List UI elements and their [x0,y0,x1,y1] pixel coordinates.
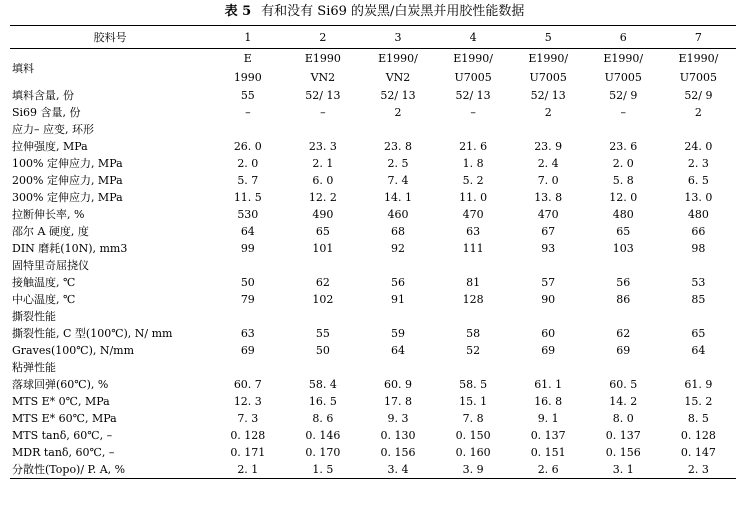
table-row [10,444,736,461]
cell-line: VN2 [310,71,336,84]
table-cell: 0. 146 [305,429,341,442]
table-cell: 1. 5 [285,461,360,479]
table-cell: 52/ 13 [380,89,416,102]
table-cell: 11. 0 [459,191,488,204]
table-cell: 103 [612,242,634,255]
table-cell [285,49,360,88]
data-table [10,25,736,479]
table-row [10,49,736,88]
table-cell [661,257,736,274]
table-cell [661,121,736,138]
table-row [10,138,736,155]
table-row [10,461,736,479]
column-header-6: 6 [586,26,661,49]
table-cell [436,308,511,325]
row-label: 应力– 应变, 环形 [12,123,94,136]
table-cell: 86 [616,293,631,306]
table-cell: 2. 1 [312,157,334,170]
table-cell [360,308,435,325]
table-cell: 0. 137 [530,429,566,442]
cell-line: E1990/ [603,52,644,65]
row-label: 粘弹性能 [12,361,56,374]
cell-line: VN2 [385,71,411,84]
table-cell: 12. 0 [609,191,638,204]
table-cell: 16. 5 [308,395,337,408]
table-cell: 60. 5 [609,378,638,391]
table-cell: 9. 1 [537,412,559,425]
table-cell [511,257,586,274]
table-cell: 13. 8 [534,191,563,204]
table-header-row [10,26,736,49]
table-cell: – [620,106,627,119]
row-label: 接触温度, ℃ [12,276,76,289]
table-cell [360,257,435,274]
table-cell: 92 [391,242,405,255]
table-cell: 62 [616,327,631,340]
table-row [10,325,736,342]
table-cell [436,49,511,88]
table-cell: 5. 7 [237,174,259,187]
row-label: DIN 磨耗(10N), mm3 [12,242,128,255]
row-label: 邵尔 A 硬度, 度 [12,225,89,238]
table-cell: 93 [541,242,556,255]
table-cell: 69 [541,344,556,357]
table-cell: 480 [612,208,634,221]
column-header-2: 2 [285,26,360,49]
column-header-5: 5 [511,26,586,49]
table-cell [285,121,360,138]
table-cell: 67 [541,225,556,238]
table-cell [285,257,360,274]
table-cell: 490 [312,208,334,221]
table-cell: 60. 7 [233,378,262,391]
row-label: Si69 含量, 份 [12,106,81,119]
row-label: 填料含量, 份 [12,89,74,102]
table-cell: 2. 1 [210,461,285,479]
table-cell: 69 [616,344,631,357]
table-cell: 50 [240,276,255,289]
cell-line: E1990 [304,52,341,65]
table-title: 有和没有 Si69 的炭黑/白炭黑并用胶性能数据 [261,4,525,19]
table-row [10,410,736,427]
table-cell [586,359,661,376]
row-label: Graves(100℃), N/mm [12,344,135,357]
table-row [10,427,736,444]
table-cell: 2 [394,106,402,119]
table-cell [210,257,285,274]
row-label: MTS E* 0℃, MPa [12,395,110,408]
table-cell: 0. 156 [605,446,641,459]
table-cell: 68 [391,225,405,238]
table-cell [511,49,586,88]
cell-line: U7005 [529,71,567,84]
cell-line: 1990 [233,71,262,84]
table-cell: 480 [687,208,709,221]
cell-line: U7005 [679,71,718,84]
table-cell: 52 [466,344,481,357]
table-row [10,274,736,291]
table-cell: 64 [691,344,706,357]
table-cell: 2. 3 [661,461,736,479]
table-cell: 2. 3 [687,157,709,170]
table-cell: 52/ 13 [530,89,566,102]
table-cell: 58 [466,327,481,340]
table-row [10,155,736,172]
table-cell: 23. 6 [609,140,638,153]
table-row [10,342,736,359]
table-cell: 2. 0 [612,157,634,170]
table-row [10,189,736,206]
row-label: 撕裂性能, C 型(100℃), N/ mm [12,327,173,340]
table-cell: 15. 1 [459,395,488,408]
table-row [10,376,736,393]
row-label: MTS tanδ, 60℃, – [12,429,113,442]
row-label: 拉伸强度, MPa [12,140,88,153]
table-row [10,172,736,189]
table-caption [0,4,749,20]
table-row [10,359,736,376]
column-header-7: 7 [661,26,736,49]
table-cell: 2 [694,106,702,119]
table-cell: 24. 0 [684,140,713,153]
table-cell: 55 [315,327,330,340]
row-label: 200% 定伸应力, MPa [12,174,123,187]
table-cell [586,49,661,88]
table-cell: 5. 2 [462,174,484,187]
table-cell [511,359,586,376]
table-cell: 0. 128 [680,429,716,442]
table-cell: 58. 5 [459,378,488,391]
table-cell [661,308,736,325]
table-cell: 23. 9 [534,140,563,153]
table-cell: 3. 9 [436,461,511,479]
table-cell: 50 [315,344,330,357]
table-cell: 5. 8 [612,174,634,187]
row-label: 拉断伸长率, % [12,208,85,221]
table-cell: 460 [387,208,409,221]
table-cell: 12. 2 [308,191,337,204]
table-cell [586,121,661,138]
table-cell: 8. 6 [312,412,334,425]
table-cell: 6. 5 [687,174,709,187]
table-cell: 3. 4 [360,461,435,479]
table-cell [210,308,285,325]
table-cell: 0. 151 [530,446,566,459]
table-cell: 62 [315,276,330,289]
table-cell: 0. 160 [455,446,491,459]
table-cell: 7. 8 [462,412,484,425]
row-label: 300% 定伸应力, MPa [12,191,123,204]
table-row [10,121,736,138]
row-label: 中心温度, ℃ [12,293,76,306]
table-cell [586,257,661,274]
table-cell: 55 [240,89,255,102]
table-cell: 52/ 9 [684,89,713,102]
table-cell: 6. 0 [312,174,334,187]
table-cell: 14. 2 [609,395,638,408]
table-cell: 65 [691,327,706,340]
table-cell: 470 [462,208,484,221]
row-label: 撕裂性能 [12,310,56,323]
column-header-3: 3 [360,26,435,49]
table-cell: 63 [240,327,255,340]
table-label: 表 5 [224,4,252,19]
table-cell: 53 [691,276,706,289]
table-cell [511,121,586,138]
table-cell: 85 [691,293,706,306]
table-cell: 61. 1 [534,378,563,391]
table-cell: 0. 137 [605,429,641,442]
table-row [10,291,736,308]
table-cell: – [245,106,251,119]
table-cell: 90 [541,293,556,306]
table-cell: 79 [240,293,255,306]
row-label: MTS E* 60℃, MPa [12,412,117,425]
table-cell: 0. 147 [680,446,716,459]
table-row [10,393,736,410]
table-cell: 65 [315,225,330,238]
table-cell: 13. 0 [684,191,713,204]
table-cell: 99 [240,242,255,255]
cell-line: E1990/ [678,52,719,65]
table-cell [210,359,285,376]
table-cell [360,359,435,376]
table-cell: 60 [541,327,556,340]
table-cell: 2 [544,106,552,119]
table-cell: 0. 171 [230,446,266,459]
table-cell: 65 [616,225,631,238]
table-cell: 7. 3 [237,412,259,425]
table-cell [285,359,360,376]
row-label: MDR tanδ, 60℃, – [12,446,115,459]
table-cell [436,359,511,376]
table-cell: 66 [691,225,706,238]
table-cell: 59 [391,327,405,340]
table-cell: 98 [691,242,706,255]
table-cell: 56 [616,276,631,289]
table-cell [360,49,435,88]
table-cell: 91 [391,293,405,306]
table-cell: – [320,106,326,119]
table-cell: 470 [537,208,559,221]
table-cell: 3. 1 [586,461,661,479]
cell-line: E1990/ [528,52,569,65]
row-label: 固特里奇屈挠仪 [12,259,89,272]
row-label: 填料 [12,61,34,75]
table-cell: 9. 3 [387,412,409,425]
column-header-4: 4 [436,26,511,49]
column-header-1: 1 [210,26,285,49]
table-cell [360,121,435,138]
table-cell: 23. 8 [384,140,412,153]
table-cell [436,121,511,138]
table-cell: 17. 8 [384,395,412,408]
table-cell [511,308,586,325]
table-row [10,308,736,325]
table-cell [586,308,661,325]
table-cell: 52/ 9 [609,89,638,102]
table-cell [210,121,285,138]
table-cell [436,257,511,274]
table-row [10,104,736,121]
table-cell: 1. 8 [462,157,484,170]
table-cell: 0. 150 [455,429,491,442]
table-cell: 56 [391,276,405,289]
table-cell: 21. 6 [459,140,488,153]
column-header-compound: 胶料号 [10,26,210,49]
cell-line: U7005 [454,71,492,84]
table-cell: 0. 130 [380,429,416,442]
table-cell: 101 [312,242,334,255]
table-cell [285,308,360,325]
table-cell: 0. 156 [380,446,416,459]
table-cell: 64 [240,225,255,238]
cell-line: E1990/ [378,52,418,65]
table-cell [210,49,285,88]
table-cell: 128 [462,293,484,306]
table-cell: 2. 4 [537,157,559,170]
table-cell: 14. 1 [384,191,412,204]
table-cell: – [470,106,476,119]
table-cell: 530 [237,208,259,221]
table-cell: 23. 3 [308,140,337,153]
table-cell: 81 [466,276,481,289]
table-row [10,87,736,104]
table-cell: 11. 5 [233,191,262,204]
table-cell: 2. 6 [511,461,586,479]
table-cell: 0. 128 [230,429,266,442]
table-cell [661,359,736,376]
table-cell: 57 [541,276,556,289]
table-cell: 52/ 13 [455,89,491,102]
table-cell: 7. 0 [537,174,559,187]
table-cell: 15. 2 [684,395,713,408]
table-cell: 2. 5 [387,157,409,170]
table-cell: 0. 170 [305,446,341,459]
table-cell: 102 [312,293,334,306]
table-cell: 2. 0 [237,157,259,170]
table-cell: 61. 9 [684,378,713,391]
row-label: 分散性(Topo)/ P. A, % [10,461,210,479]
table-cell: 63 [466,225,481,238]
table-cell: 12. 3 [233,395,262,408]
table-body [10,49,736,479]
table-cell [661,49,736,88]
table-cell: 64 [391,344,405,357]
table-cell: 16. 8 [534,395,563,408]
row-label: 落球回弹(60℃), % [12,378,109,391]
table-cell: 52/ 13 [305,89,341,102]
table-row [10,223,736,240]
cell-line: U7005 [604,71,642,84]
table-cell: 26. 0 [233,140,262,153]
row-label: 100% 定伸应力, MPa [12,157,123,170]
table-row [10,206,736,223]
table-cell: 8. 0 [612,412,634,425]
table-row [10,240,736,257]
table-row [10,257,736,274]
table-cell: 58. 4 [308,378,337,391]
table-cell: 8. 5 [687,412,709,425]
table-cell: 7. 4 [387,174,409,187]
table-cell: 60. 9 [384,378,412,391]
cell-line: E [243,52,252,65]
table-cell: 111 [462,242,484,255]
table-cell: 69 [240,344,255,357]
cell-line: E1990/ [453,52,493,65]
